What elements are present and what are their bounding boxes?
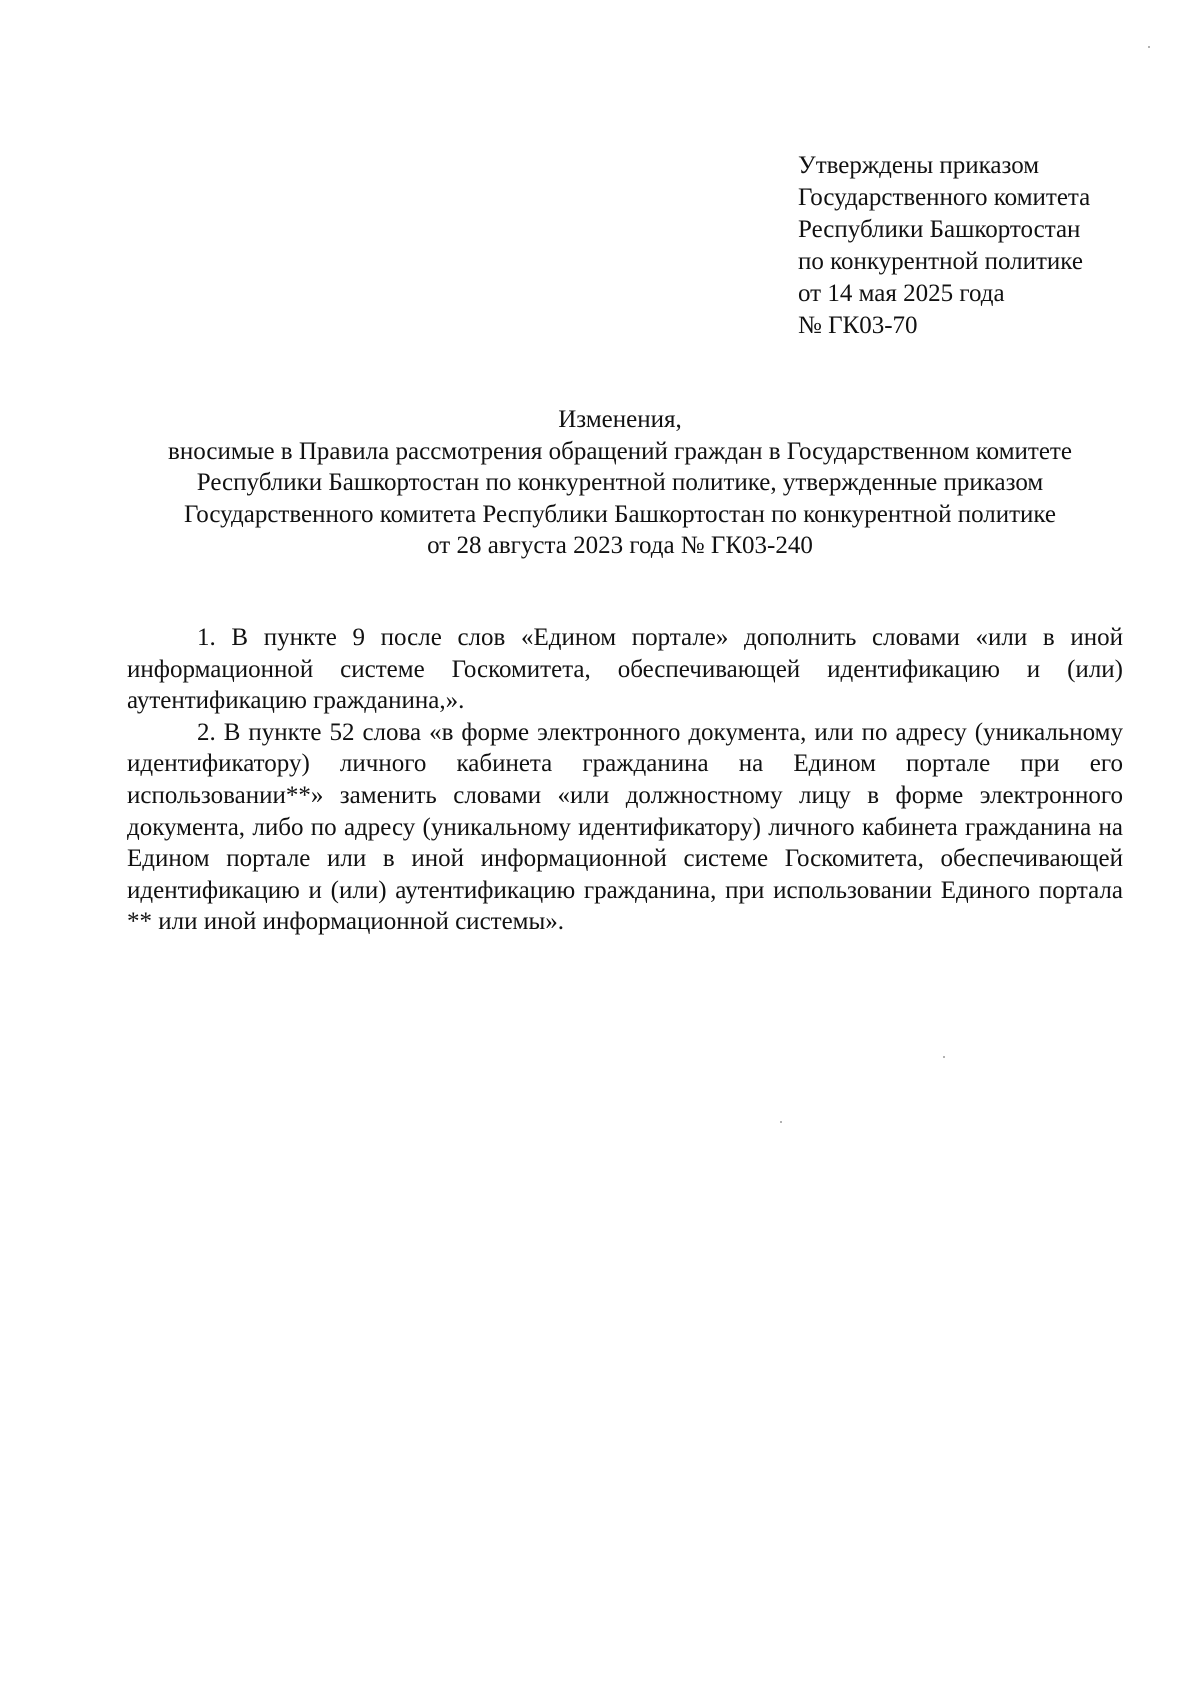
title-line: от 28 августа 2023 года № ГК03-240 <box>427 532 813 559</box>
title-line: Республики Башкортостан по конкурентной политике, утвержденные приказом <box>196 469 1044 496</box>
amendment-paragraph-1: 1. В пункте 9 после слов «Едином портале» дополнить словами «или в иной информационной системе Госкомитета, обеспечивающей идентификацию и (или) аутентификацию гражданина,». <box>127 624 1123 715</box>
document-title <box>110 404 1130 562</box>
approval-line: по конкурентной политике <box>798 248 1083 275</box>
scan-speck <box>943 1056 945 1058</box>
scan-speck <box>780 1121 782 1123</box>
title-heading: Изменения, <box>558 406 682 433</box>
title-line: Государственного комитета Республики Башкортостан по конкурентной политике <box>183 500 1057 528</box>
title-line: вносимые в Правила рассмотрения обращений граждан в Государственном комитете <box>168 437 1072 465</box>
scan-speck <box>1148 46 1150 48</box>
amendment-paragraph-2: 2. В пункте 52 слова «в форме электронного документа, или по адресу (уникальному идентификатору) личного кабинета гражданина на Едином портале при его использовании**» заменить словами «или должностному лицу в форме электронного документа, либо по адресу (уникальному идентификатору) личного кабинета гражданина на Едином портале или в иной информационной системе Госкомитета, обеспечивающей идентификацию и (или) аутентификацию гражданина, при использовании Единого портала ** или иной информационной системы». <box>127 718 1123 936</box>
document-body <box>127 622 1123 938</box>
approval-line: Утверждены приказом <box>798 152 1040 179</box>
approval-date: от 14 мая 2025 года <box>798 280 1005 307</box>
approval-order-number: № ГК03-70 <box>798 312 918 339</box>
approval-line: Республики Башкортостан <box>798 216 1081 243</box>
approval-stamp-block <box>798 150 1178 342</box>
approval-line: Государственного комитета <box>798 184 1091 211</box>
